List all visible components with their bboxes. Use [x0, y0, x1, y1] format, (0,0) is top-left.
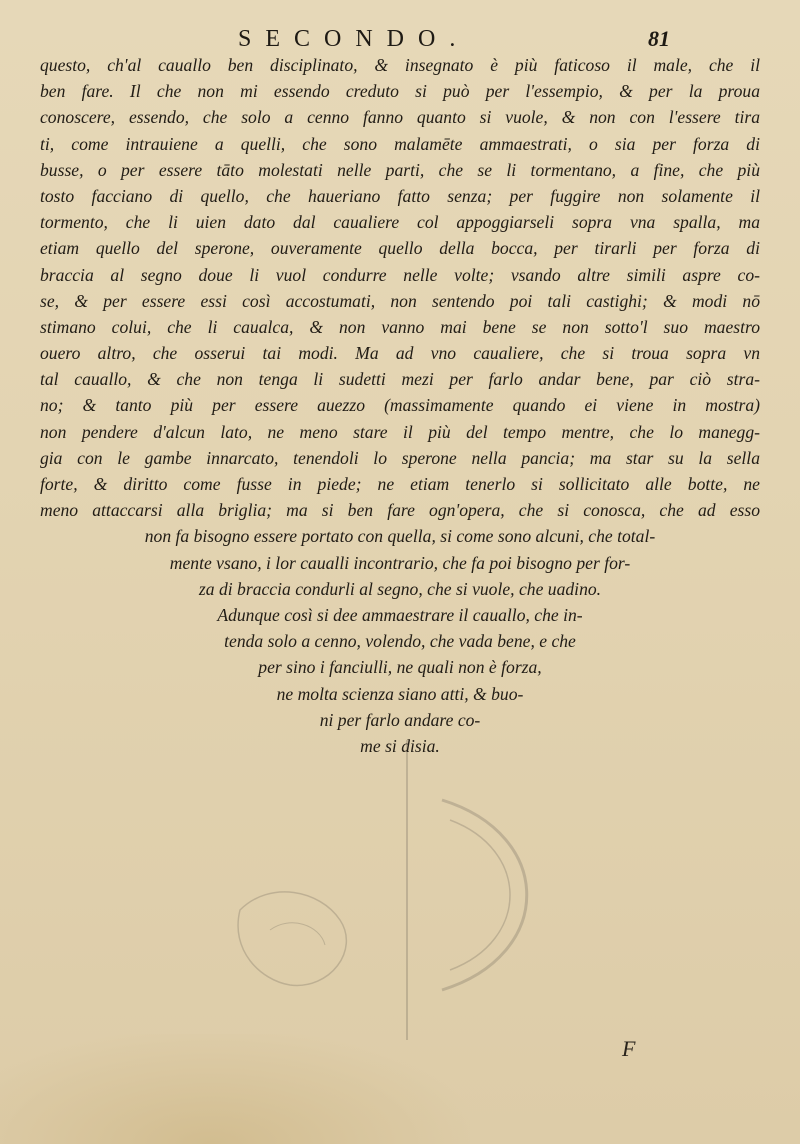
text-line: mente vsano, i lor caualli incontrario, che fa poi bisogno per for-	[169, 552, 631, 573]
text-line: ben fare. Il che non mi essendo creduto si può per l'essempio, & per la proua	[40, 81, 760, 102]
text-line: questo, ch'al cauallo ben disciplinato, & insegnato è più faticoso il male, che il	[40, 55, 760, 75]
text-line: ouero altro, che osserui tai modi. Ma ad vno caualiere, che si troua sopra vn	[40, 343, 760, 364]
text-line: etiam quello del sperone, ouveramente quello della bocca, per tirarli per forza di	[40, 238, 760, 259]
text-line: ti, come intrauiene a quelli, che sono malamēte ammaestrati, o sia per forza di	[40, 133, 760, 154]
running-head	[0, 26, 800, 54]
text-line: braccia al segno doue li vuol condurre nelle volte; vsando altre simili aspre co-	[40, 264, 760, 285]
text-line: za di braccia condurli al segno, che si vuole, che uadino.	[198, 578, 602, 599]
water-stain	[0, 1034, 470, 1144]
text-line: se, & per essere essi così accostumati, non sentendo poi tali castighi; & modi nō	[40, 290, 760, 311]
text-line: me si disia.	[360, 735, 440, 756]
folio-number: 81	[648, 26, 670, 51]
text-line: conoscere, essendo, che solo a cenno fanno quanto si vuole, & non con l'essere tira	[40, 107, 760, 128]
text-line: meno attaccarsi alla briglia; ma si ben fare ogn'opera, che si conosca, che ad esso	[40, 500, 760, 521]
text-line: ni per farlo andare co-	[319, 709, 481, 730]
text-line: non pendere d'alcun lato, ne meno stare il più del tempo mentre, che lo manegg-	[40, 421, 760, 442]
text-line: gia con le gambe innarcato, tenendoli lo sperone nella pancia; ma star su la sella	[40, 447, 760, 468]
text-line: per sino i fanciulli, ne quali non è forza,	[258, 657, 542, 678]
text-line: tenda solo a cenno, volendo, che vada bene, e che	[224, 631, 576, 652]
text-line: tormento, che li uien dato dal caualiere col appoggiarseli sopra vna spalla, ma	[40, 212, 760, 233]
text-line: Adunque così si dee ammaestrare il cauallo, che in-	[217, 604, 583, 625]
text-line: no; & tanto più per essere auezzo (massimamente quando ei viene in mostra)	[40, 395, 760, 416]
signature-mark: F	[622, 1036, 636, 1061]
text-line: ne molta scienza siano atti, & buo-	[276, 683, 524, 704]
running-title: SECONDO.	[238, 26, 470, 52]
body-text	[40, 52, 760, 759]
text-line: tal cauallo, & che non tenga li sudetti mezi per farlo andar bene, par ciò stra-	[40, 369, 760, 390]
text-line: forte, & diritto come fusse in piede; ne etiam tenerlo si sollicitato alle botte, ne	[40, 474, 760, 494]
text-line: non fa bisogno essere portato con quella, si come sono alcuni, che total-	[144, 526, 656, 547]
text-line: stimano colui, che li caualca, & non vanno mai bene se non sotto'l suo maestro	[40, 316, 760, 337]
show-through-illustration	[210, 740, 570, 1040]
text-line: busse, o per essere tāto molestati nelle parti, che se li tormentano, a fine, che più	[40, 159, 760, 180]
text-line: tosto facciano di quello, che haueriano fatto senza; per fuggire non solamente il	[40, 185, 760, 206]
